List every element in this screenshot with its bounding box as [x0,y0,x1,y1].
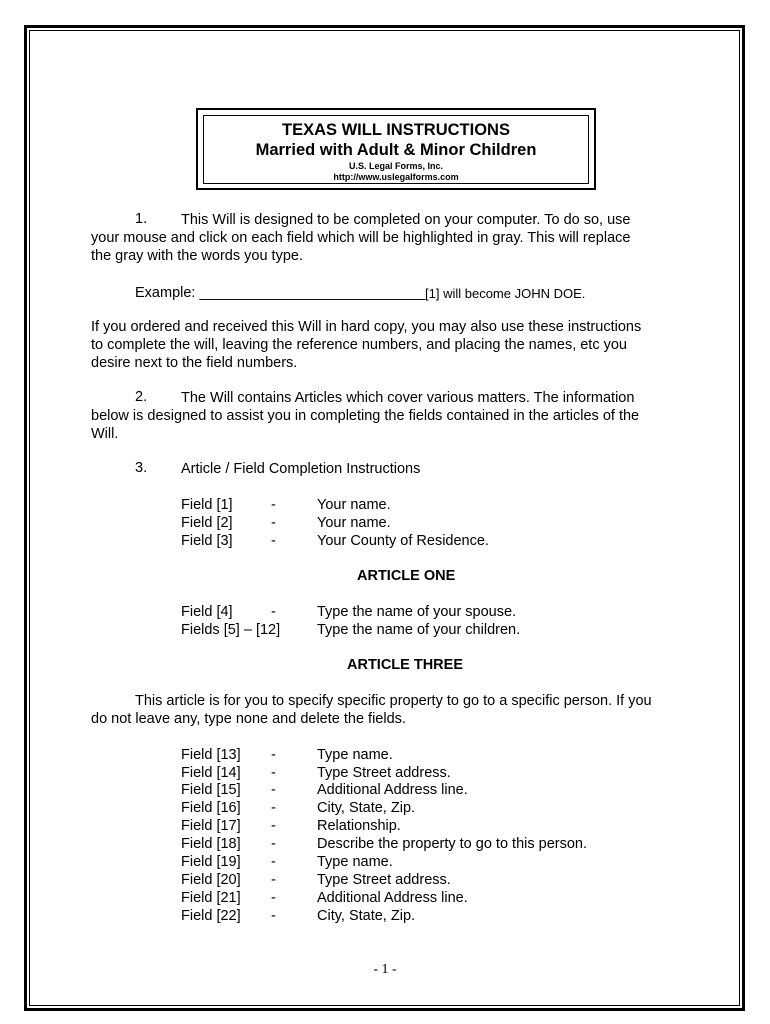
field-description: Your name. [317,497,391,513]
field-dash: - [271,604,276,620]
field-dash: - [271,533,276,549]
hardcopy-line-2: to complete the will, leaving the reference numbers, and placing the names, etc you [91,337,627,353]
paragraph-1-line-2: your mouse and click on each field which will be highlighted in gray. This will replace [91,230,631,246]
field-label: Field [14] [181,765,241,781]
field-dash: - [271,836,276,852]
field-dash: - [271,908,276,924]
paragraph-2-line-2: below is designed to assist you in completing the fields contained in the articles of the [91,408,640,424]
field-label: Field [2] [181,515,233,531]
field-dash: - [271,872,276,888]
article-one-heading: ARTICLE ONE [357,568,456,584]
field-description: Type the name of your children. [317,622,521,638]
field-description: Type Street address. [317,872,451,888]
field-description: Describe the property to go to this person. [317,836,588,852]
field-label: Field [19] [181,854,241,870]
document-subtitle: Married with Adult & Minor Children [255,141,537,159]
field-label: Field [13] [181,747,241,763]
field-dash: - [271,497,276,513]
field-dash: - [271,890,276,906]
paragraph-3-number: 3. [135,460,148,476]
field-description: City, State, Zip. [317,800,416,816]
publisher-name: U.S. Legal Forms, Inc. [348,161,444,171]
field-description: Type Street address. [317,765,451,781]
field-description: Relationship. [317,818,401,834]
article-three-line-2: do not leave any, type none and delete the fields. [91,711,406,727]
paragraph-3-heading: Article / Field Completion Instructions [181,461,421,477]
paragraph-1-line-1: This Will is designed to be completed on your computer. To do so, use [181,212,631,228]
field-label: Field [16] [181,800,241,816]
article-three-heading: ARTICLE THREE [347,657,463,673]
field-dash: - [271,800,276,816]
field-description: Type the name of your spouse. [317,604,517,620]
field-label: Field [17] [181,818,241,834]
field-description: Type name. [317,854,393,870]
field-description: Type name. [317,747,393,763]
paragraph-2-number: 2. [135,389,148,405]
title-box [203,115,589,184]
field-description: Your County of Residence. [317,533,489,549]
paragraph-2-line-1: The Will contains Articles which cover various matters. The information [181,390,635,406]
field-dash: - [271,782,276,798]
field-label: Field [15] [181,782,241,798]
field-label: Field [18] [181,836,241,852]
publisher-url: http://www.uslegalforms.com [333,172,459,182]
paragraph-1-line-3: the gray with the words you type. [91,248,303,264]
field-dash: - [271,854,276,870]
hardcopy-line-1: If you ordered and received this Will in hard copy, you may also use these instructions [91,319,642,335]
field-label: Field [3] [181,533,233,549]
field-dash: - [271,515,276,531]
field-label: Field [22] [181,908,241,924]
field-label: Fields [5] – [12] [181,622,281,638]
field-label: Field [20] [181,872,241,888]
example-suffix: [1] will become JOHN DOE. [425,286,586,301]
field-dash: - [271,747,276,763]
field-label: Field [4] [181,604,233,620]
page-number: - 1 - [373,962,397,977]
document-title: TEXAS WILL INSTRUCTIONS [282,121,510,139]
paragraph-1-number: 1. [135,211,148,227]
field-dash: - [271,818,276,834]
field-label: Field [1] [181,497,233,513]
field-description: City, State, Zip. [317,908,416,924]
article-three-line-1: This article is for you to specify specific property to go to a specific person. If you [135,693,652,709]
example-label: Example: ____________________________ [135,285,426,301]
field-label: Field [21] [181,890,241,906]
field-description: Additional Address line. [317,782,468,798]
field-description: Your name. [317,515,391,531]
field-description: Additional Address line. [317,890,468,906]
field-dash: - [271,765,276,781]
paragraph-2-line-3: Will. [91,426,119,442]
hardcopy-line-3: desire next to the field numbers. [91,355,298,371]
